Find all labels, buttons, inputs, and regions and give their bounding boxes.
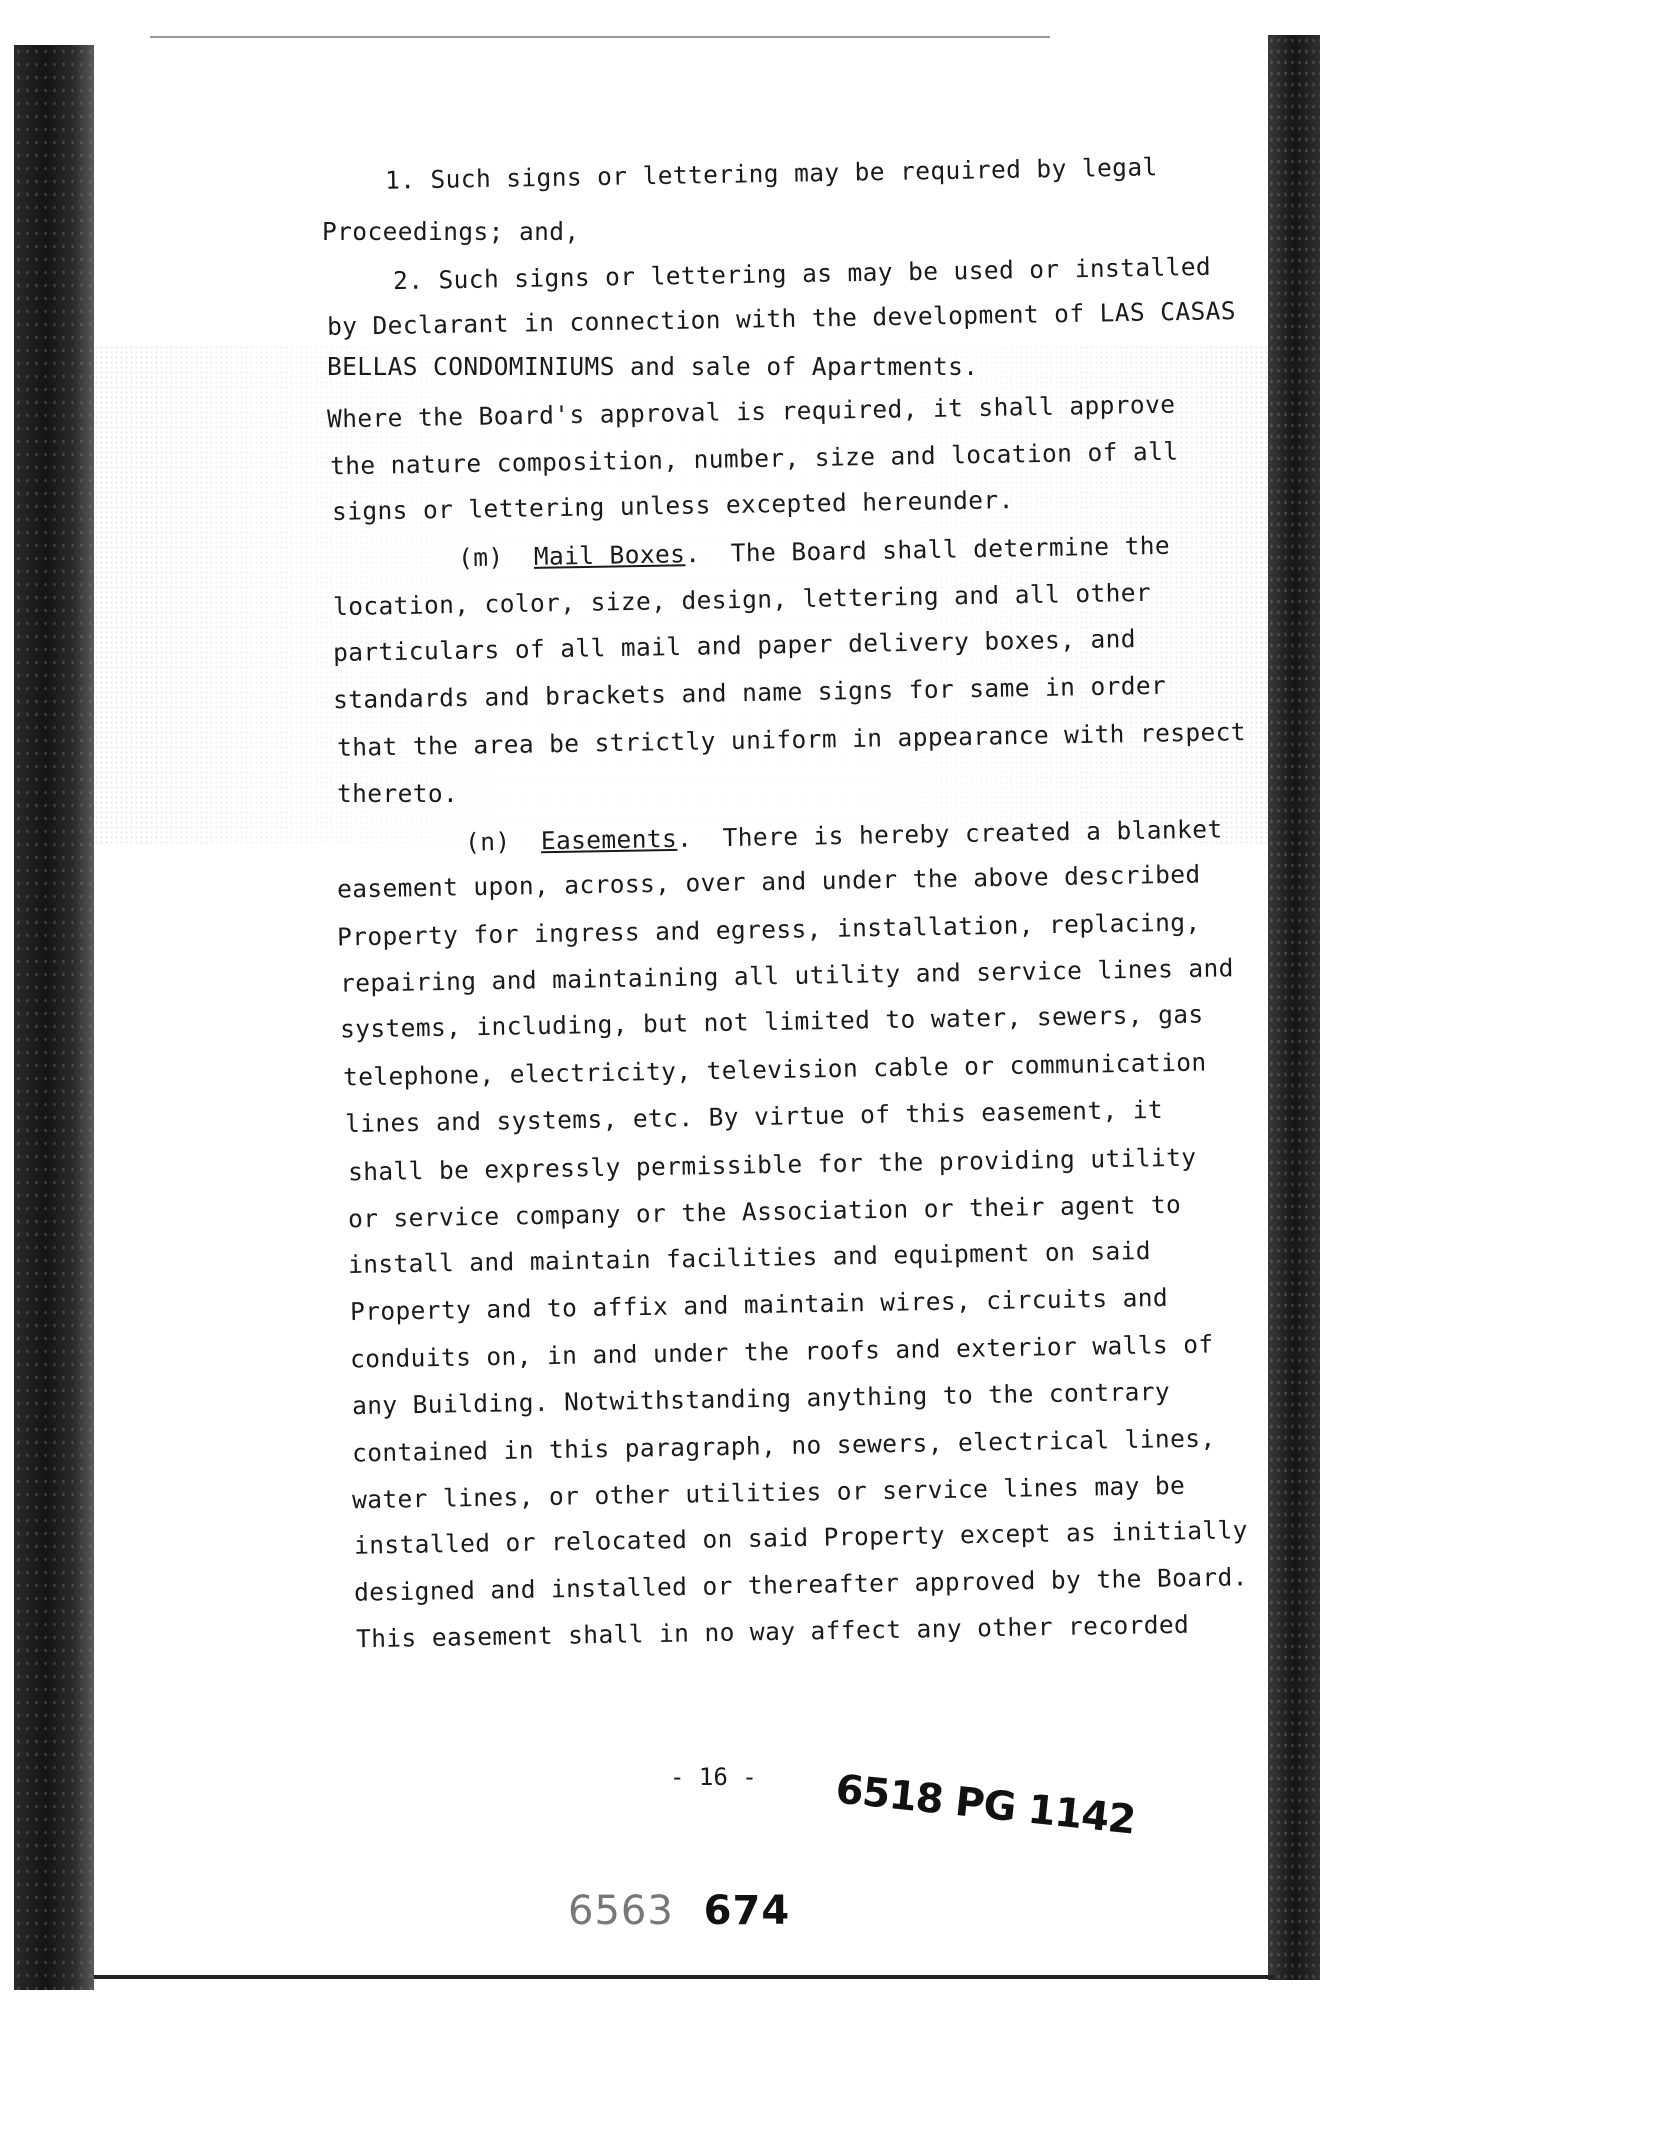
text-line: 2. Such signs or lettering as may be used or installed xyxy=(392,251,1212,296)
text-line: particulars of all mail and paper delivery boxes, and xyxy=(332,623,1137,668)
text-line: signs or lettering unless excepted hereunder. xyxy=(331,485,1014,526)
book-page-stamp: 6518 PG 1142 xyxy=(833,1766,1138,1844)
text-line: shall be expressly permissible for the providing utility xyxy=(347,1142,1197,1187)
text-line: telephone, electricity, television cable or communication xyxy=(342,1047,1207,1092)
section-m-label: (m) xyxy=(457,542,504,573)
scan-top-rule xyxy=(150,36,1050,38)
text-line: or service company or the Association or their agent to xyxy=(347,1189,1182,1234)
text-line: installed or relocated on said Property except as initially xyxy=(353,1515,1249,1560)
text-line: location, color, size, design, lettering and all other xyxy=(332,577,1152,622)
book-page-stamp-secondary xyxy=(568,1888,790,1934)
text-line: lines and systems, etc. By virtue of this easement, it xyxy=(344,1094,1164,1139)
text-line: Where the Board's approval is required, it shall approve xyxy=(326,389,1176,434)
text-line: Proceedings; and, xyxy=(322,217,580,246)
text-line: install and maintain facilities and equipment on said xyxy=(347,1235,1152,1280)
section-m-text: The Board shall determine the xyxy=(730,530,1171,568)
text-line: designed and installed or thereafter approved by the Board. xyxy=(353,1562,1249,1607)
text-line: easement upon, across, over and under the above described xyxy=(336,859,1201,904)
text-line: This easement shall in no way affect any other recorded xyxy=(355,1609,1190,1654)
text-line: contained in this paragraph, no sewers, electrical lines, xyxy=(351,1423,1216,1468)
text-line: Property for ingress and egress, installation, replacing, xyxy=(336,907,1201,952)
text-line: standards and brackets and name signs for same in order xyxy=(332,670,1167,715)
text-line: BELLAS CONDOMINIUMS and sale of Apartments. xyxy=(327,352,979,381)
text-line: conduits on, in and under the roofs and exterior walls of xyxy=(349,1329,1214,1374)
text-line: 1. Such signs or lettering may be required by legal xyxy=(384,152,1158,195)
scan-right-edge-noise xyxy=(1268,35,1320,1980)
text-line: the nature composition, number, size and location of all xyxy=(329,436,1179,481)
section-m-heading: (m) Mail Boxes. The Board shall determine the xyxy=(457,530,1171,573)
text-line: water lines, or other utilities or service lines may be xyxy=(351,1470,1186,1515)
text-line: that the area be strictly uniform in appearance with respect xyxy=(336,717,1247,762)
section-m-title: Mail Boxes xyxy=(533,539,686,571)
text-line: systems, including, but not limited to water, sewers, gas xyxy=(339,999,1204,1044)
section-n-title: Easements xyxy=(540,823,678,856)
scan-left-edge-noise xyxy=(14,45,94,1990)
text-line: thereto. xyxy=(337,779,459,808)
stamp-faded-number: 6563 xyxy=(568,1888,674,1934)
page-number: - 16 - xyxy=(670,1763,757,1791)
text-line: Property and to affix and maintain wires, circuits and xyxy=(349,1282,1169,1327)
section-n-heading: (n) Easements. There is hereby created a blanket xyxy=(464,814,1223,857)
text-line: any Building. Notwithstanding anything to the contrary xyxy=(351,1376,1171,1421)
text-line: repairing and maintaining all utility and service lines and xyxy=(339,953,1235,998)
stamp-page-number: 674 xyxy=(703,1888,791,1934)
scan-bottom-rule xyxy=(94,1975,1274,1979)
section-n-label: (n) xyxy=(464,826,511,857)
section-n-text: There is hereby created a blanket xyxy=(722,814,1223,853)
text-line: by Declarant in connection with the development of LAS CASAS xyxy=(326,296,1237,341)
